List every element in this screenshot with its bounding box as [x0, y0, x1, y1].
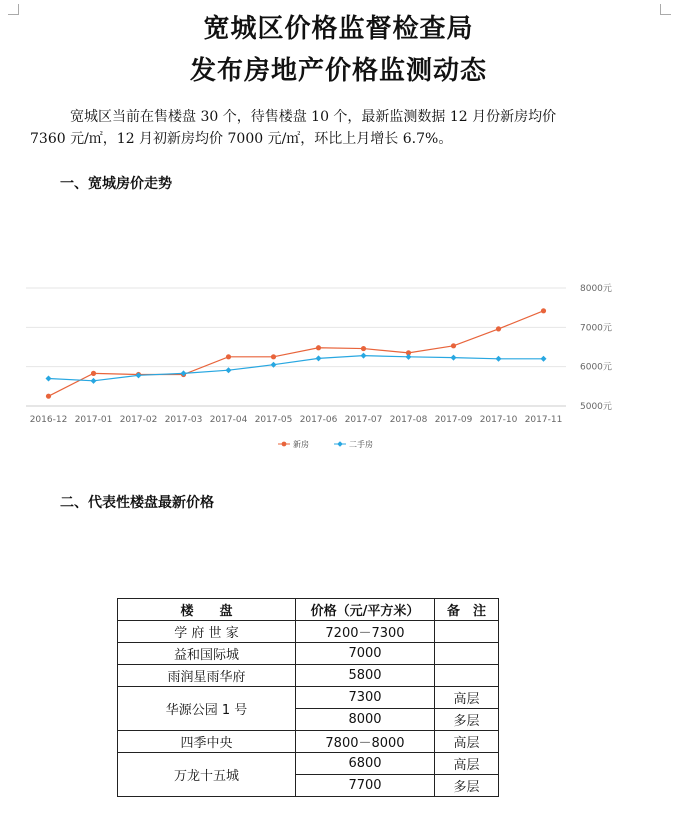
data-point	[496, 356, 502, 362]
data-point	[46, 375, 52, 381]
section2-heading: 二、代表性楼盘最新价格	[60, 495, 214, 511]
y-tick-label: 6000元	[580, 362, 612, 373]
section1-heading: 一、宽城房价走势	[60, 176, 172, 192]
x-tick-label: 2017-04	[209, 415, 248, 425]
table-header-row	[118, 599, 499, 621]
data-point	[451, 343, 456, 348]
table-row	[118, 621, 499, 643]
data-point	[451, 355, 457, 361]
data-point	[541, 356, 547, 362]
legend-marker	[282, 442, 287, 447]
price-cell: 5800	[296, 665, 435, 687]
note-cell: 高层	[435, 753, 499, 775]
table-row	[118, 731, 499, 753]
project-name-cell: 雨润星雨华府	[118, 665, 296, 687]
legend-label: 二手房	[349, 440, 373, 449]
project-name-cell: 万龙十五城	[118, 753, 296, 797]
x-tick-label: 2017-11	[524, 415, 563, 425]
price-cell: 6800	[296, 753, 435, 775]
table-row	[118, 643, 499, 665]
legend-label: 新房	[293, 440, 309, 449]
x-tick-label: 2017-09	[434, 415, 473, 425]
price-table	[117, 598, 499, 797]
project-name-cell: 四季中央	[118, 731, 296, 753]
data-point	[316, 345, 321, 350]
data-point	[91, 371, 96, 376]
price-cell: 7000	[296, 643, 435, 665]
note-cell: 多层	[435, 775, 499, 797]
project-name-cell: 益和国际城	[118, 643, 296, 665]
project-name-cell: 华源公园 1 号	[118, 687, 296, 731]
note-cell	[435, 643, 499, 665]
note-cell: 多层	[435, 709, 499, 731]
header-note: 备 注	[435, 599, 499, 621]
price-cell: 7800－8000	[296, 731, 435, 753]
note-cell	[435, 665, 499, 687]
header-price: 价格（元/平方米）	[296, 599, 435, 621]
price-trend-chart	[16, 270, 636, 460]
note-cell	[435, 621, 499, 643]
project-name-cell: 学 府 世 家	[118, 621, 296, 643]
header-project: 楼 盘	[118, 599, 296, 621]
note-cell: 高层	[435, 731, 499, 753]
data-point	[361, 353, 367, 359]
price-cell: 8000	[296, 709, 435, 731]
price-cell: 7300	[296, 687, 435, 709]
data-point	[406, 354, 412, 360]
x-tick-label: 2017-06	[299, 415, 338, 425]
data-point	[271, 354, 276, 359]
series-line	[49, 311, 544, 396]
data-point	[496, 326, 501, 331]
y-tick-label: 8000元	[580, 284, 612, 294]
x-tick-label: 2017-07	[344, 415, 383, 425]
document-title-line1: 宽城区价格监督检查局	[203, 14, 474, 44]
legend-marker	[337, 441, 343, 447]
intro-paragraph: 宽城区当前在售楼盘 30 个，待售楼盘 10 个，最新监测数据 12 月份新房均价 7360 元/㎡，12 月初新房均价 7000 元/㎡，环比上月增长 6.7%。	[30, 109, 557, 147]
x-tick-label: 2017-03	[164, 415, 203, 425]
data-point	[91, 378, 97, 384]
y-tick-label: 7000元	[580, 323, 612, 334]
table-row	[118, 753, 499, 775]
data-point	[316, 355, 322, 361]
y-tick-label: 5000元	[580, 402, 612, 412]
x-tick-label: 2017-08	[389, 415, 428, 425]
x-tick-label: 2016-12	[29, 415, 68, 425]
data-point	[46, 394, 51, 399]
data-point	[226, 354, 231, 359]
series-line	[49, 356, 544, 381]
data-point	[361, 346, 366, 351]
note-cell: 高层	[435, 687, 499, 709]
table-row	[118, 687, 499, 709]
document-title-line2: 发布房地产价格监测动态	[189, 56, 487, 86]
x-tick-label: 2017-05	[254, 415, 293, 425]
price-cell: 7700	[296, 775, 435, 797]
table-row	[118, 665, 499, 687]
price-table-body	[118, 621, 499, 797]
data-point	[226, 367, 232, 373]
x-tick-label: 2017-02	[119, 415, 158, 425]
x-tick-label: 2017-10	[479, 415, 518, 425]
price-cell: 7200－7300	[296, 621, 435, 643]
data-point	[541, 308, 546, 313]
x-tick-label: 2017-01	[74, 415, 113, 425]
